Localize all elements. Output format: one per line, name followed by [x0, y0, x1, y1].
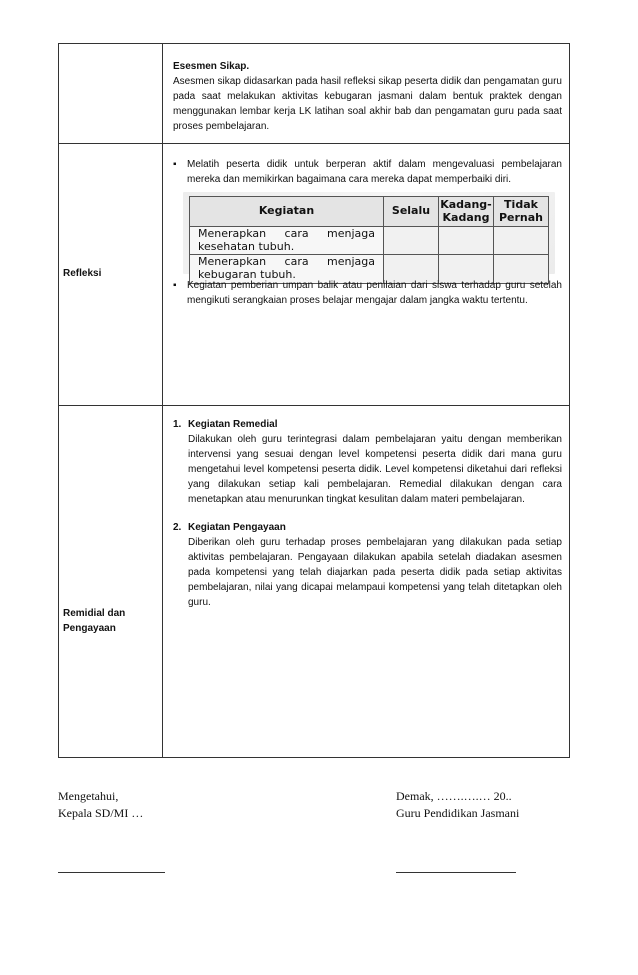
- signature-left: [58, 788, 143, 822]
- reflection-cell-blank: [494, 227, 549, 255]
- pengayaan-item-title: Kegiatan Pengayaan: [188, 522, 286, 533]
- remedial-item-number: 1.: [173, 419, 182, 430]
- asesmen-text: Asesmen sikap didasarkan pada hasil refleksi sikap peserta didik dan pengamatan guru pada saat melakukan aktivitas kebugaran jasmani dalam bentuk praktek dengan menggunakan lembar kerja LK latihan soal akhir bab dan pengamatan guru pada saat proses pembelajaran.: [173, 76, 562, 132]
- reflection-table-image: [183, 192, 555, 281]
- signature-right: [396, 788, 519, 822]
- refleksi-row: [59, 144, 570, 406]
- remedial-item-text: Dilakukan oleh guru terintegrasi dalam pembelajaran yaitu dengan memberikan intervensi yang sesuai dengan level kompetensi peserta didik dari mana guru mengetahui level kompetensi peserta didik. Level kompetensi diketahui dari refleksi yang dilakukan setiap kali pembelajaran. Remedial dilakukan dengan cara menetapkan atau menurunkan tingkat kesulitan dalam materi pembelajaran.: [188, 434, 562, 505]
- signature-right-line2: Guru Pendidikan Jasmani: [396, 806, 520, 821]
- reflection-activity-2: Menerapkan cara menjaga kebugaran tubuh.: [190, 255, 384, 283]
- asesmen-title: Esesmen Sikap.: [173, 61, 250, 72]
- header-selalu: Selalu: [384, 197, 439, 227]
- reflection-table-row: [190, 227, 549, 255]
- remedial-content-cell: [163, 406, 570, 758]
- refleksi-content-cell: [163, 144, 570, 406]
- reflection-table-header: [190, 197, 549, 227]
- refleksi-bullet-list-2: [173, 278, 562, 308]
- reflection-activity-1: Menerapkan cara menjaga kesehatan tubuh.: [190, 227, 384, 255]
- pengayaan-item-text: Diberikan oleh guru terhadap proses pembelajaran yang dilakukan pada setiap aktivitas pembelajaran. Pengayaan dilakukan apabila setelah diadakan asesmen pada kompetensi yang telah diajarkan pada peserta didik pada setiap aktivitas pembelajaran, nilai yang dicapai melampaui kompetensi yang telah ditetapkan oleh guru.: [188, 537, 562, 608]
- header-tidak-pernah: Tidak Pernah: [494, 197, 549, 227]
- asesmen-label-cell: [59, 44, 163, 144]
- refleksi-bullet-list: [173, 157, 562, 187]
- refleksi-bullet-1: ▪ Melatih peserta didik untuk berperan aktif dalam mengevaluasi pembelajaran mereka dan memikirkan bagaimana cara mereka dapat memperbaiki diri.: [173, 157, 562, 187]
- asesmen-content-cell: [163, 44, 570, 144]
- signature-line-right: [396, 872, 516, 873]
- signature-line-left: [58, 872, 165, 873]
- remedial-label: Remidial dan Pengayaan: [59, 406, 163, 758]
- header-kegiatan: Kegiatan: [190, 197, 384, 227]
- header-kadang: Kadang-Kadang: [439, 197, 494, 227]
- signature-left-line1: Mengetahui,: [58, 789, 119, 803]
- pengayaan-item: [173, 520, 562, 610]
- pengayaan-item-number: 2.: [173, 522, 182, 533]
- reflection-cell-blank: [439, 227, 494, 255]
- signature-left-line2: Kepala SD/MI …: [58, 806, 144, 821]
- remedial-item-title: Kegiatan Remedial: [188, 419, 278, 430]
- reflection-table: [189, 196, 549, 284]
- refleksi-label: Refleksi: [59, 144, 163, 406]
- remedial-item: [173, 417, 562, 507]
- reflection-cell-blank: [384, 227, 439, 255]
- remedial-list: [173, 417, 562, 610]
- remedial-row: [59, 406, 570, 758]
- asesmen-row: [59, 44, 570, 144]
- refleksi-bullet-2: ▪ Kegiatan pemberian umpan balik atau penilaian dari siswa terhadap guru setelah mengikuti serangkaian proses belajar mengajar dalam jangka waktu tertentu.: [173, 278, 562, 308]
- signature-right-line1: Demak, …….….… 20..: [396, 789, 512, 803]
- lesson-plan-table: [58, 43, 570, 758]
